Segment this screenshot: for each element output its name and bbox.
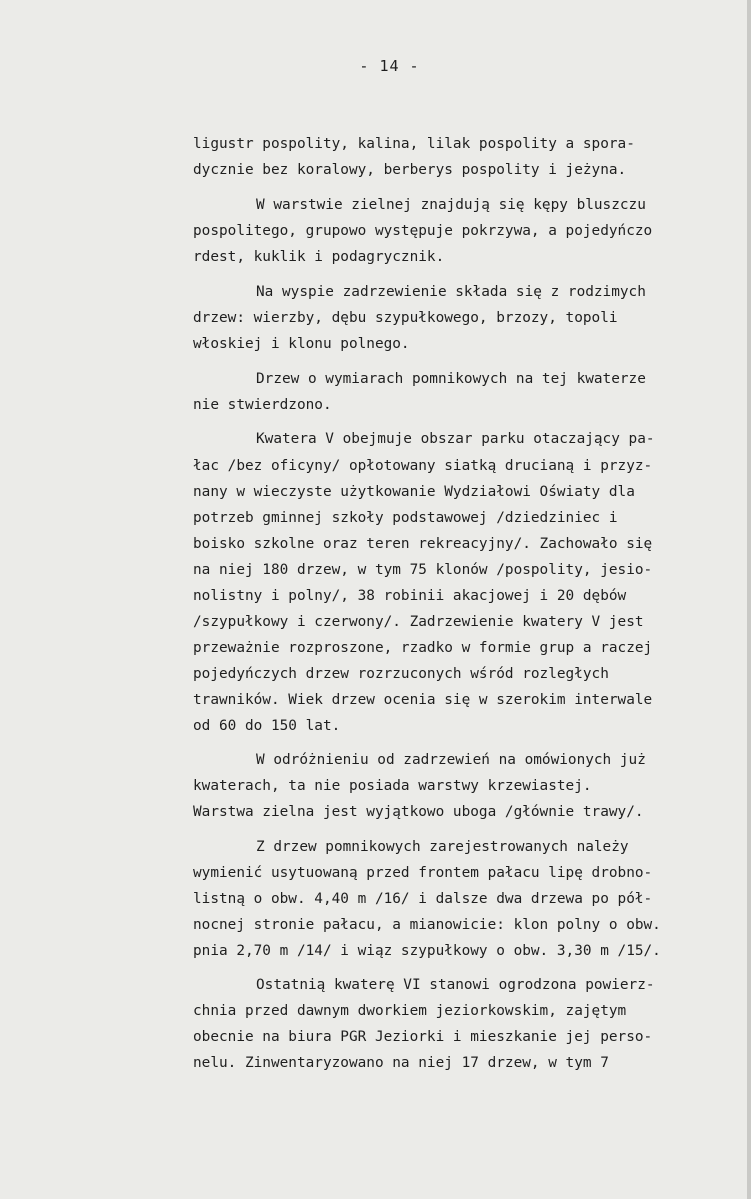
text-line: drzew: wierzby, dębu szypułkowego, brzozy, topoli (193, 310, 618, 326)
text-line: W warstwie zielnej znajdują się kępy bluszczu (256, 197, 646, 213)
page-edge (747, 0, 751, 1199)
text-line: przeważnie rozproszone, rzadko w formie grup a raczej (193, 640, 653, 656)
text-line: nocnej stronie pałacu, a mianowicie: klon polny o obw. (193, 917, 661, 933)
text-line: /szypułkowy i czerwony/. Zadrzewienie kwatery V jest (193, 614, 644, 630)
text-line: włoskiej i klonu polnego. (193, 336, 410, 352)
text-line: pojedyńczych drzew rozrzuconych wśród rozległych (193, 666, 609, 682)
text-line: kwaterach, ta nie posiada warstwy krzewiastej. (193, 778, 592, 794)
text-line: nany w wieczyste użytkowanie Wydziałowi Oświaty dla (193, 484, 635, 500)
text-line: ligustr pospolity, kalina, lilak pospolity a spora- (193, 136, 635, 152)
text-line: pnia 2,70 m /14/ i wiąz szypułkowy o obw. 3,30 m /15/. (193, 943, 661, 959)
text-line: od 60 do 150 lat. (193, 718, 341, 734)
text-line: listną o obw. 4,40 m /16/ i dalsze dwa drzewa po pół- (193, 891, 653, 907)
text-line: nelu. Zinwentaryzowano na niej 17 drzew, w tym 7 (193, 1055, 609, 1071)
text-line: nie stwierdzono. (193, 397, 332, 413)
text-line: Na wyspie zadrzewienie składa się z rodzimych (256, 284, 646, 300)
text-line: wymienić usytuowaną przed frontem pałacu lipę drobno- (193, 865, 653, 881)
text-line: rdest, kuklik i podagrycznik. (193, 249, 445, 265)
text-line: Drzew o wymiarach pomnikowych na tej kwaterze (256, 371, 646, 387)
text-line: obecnie na biura PGR Jeziorki i mieszkanie jej perso- (193, 1029, 653, 1045)
text-line: na niej 180 drzew, w tym 75 klonów /pospolity, jesio- (193, 562, 653, 578)
text-line: W odróżnieniu od zadrzewień na omówionych już (256, 752, 646, 768)
text-line: łac /bez oficyny/ opłotowany siatką drucianą i przyz- (193, 458, 653, 474)
text-line: nolistny i polny/, 38 robinii akacjowej i 20 dębów (193, 588, 627, 604)
text-line: Ostatnią kwaterę VI stanowi ogrodzona powierz- (256, 977, 655, 993)
text-line: dycznie bez koralowy, berberys pospolity i jeżyna. (193, 162, 627, 178)
text-line: chnia przed dawnym dworkiem jeziorkowskim, zajętym (193, 1003, 627, 1019)
text-line: Kwatera V obejmuje obszar parku otaczający pa- (256, 431, 655, 447)
text-line: potrzeb gminnej szkoły podstawowej /dziedziniec i (193, 510, 618, 526)
text-line: boisko szkolne oraz teren rekreacyjny/. Zachowało się (193, 536, 653, 552)
text-line: Z drzew pomnikowych zarejestrowanych należy (256, 839, 629, 855)
page-number: - 14 - (359, 57, 420, 75)
text-line: Warstwa zielna jest wyjątkowo uboga /głównie trawy/. (193, 804, 644, 820)
text-line: trawników. Wiek drzew ocenia się w szerokim interwale (193, 692, 653, 708)
text-line: pospolitego, grupowo występuje pokrzywa, a pojedyńczo (193, 223, 653, 239)
